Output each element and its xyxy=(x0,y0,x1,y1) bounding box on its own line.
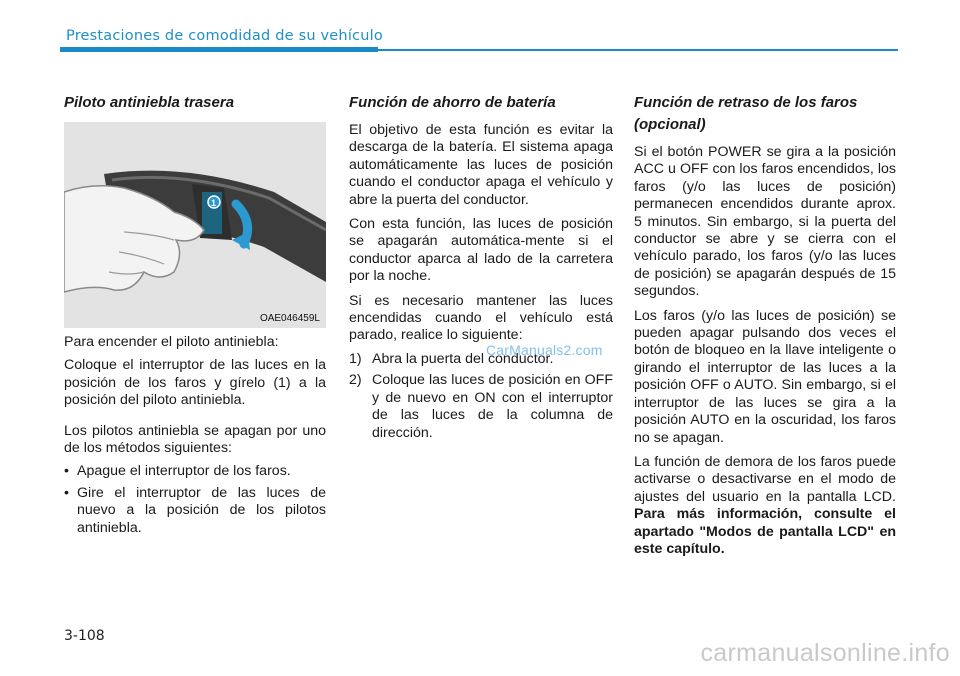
paragraph: Si el botón POWER se gira a la posición ACC u OFF con los faros encendidos, los faros (y/o las luces de posición) permanecen encendidos durante aprox. 5 minutos. Sin embargo, si la puerta del conductor se abre y se cierra con el vehículo parado, los faros (y/o las luces de posición) se apagarán después de 15 segundos. xyxy=(634,144,896,300)
footer-watermark: carmanualsonline.info xyxy=(700,639,950,667)
header-rule-thick xyxy=(60,47,378,52)
watermark-carmanuals: CarManuals2.com xyxy=(486,342,603,358)
paragraph: El objetivo de esta función es evitar la descarga de la batería. El sistema apaga automáticamente las luces de posición cuando el conductor apaga el vehículo y abre la puerta del conductor. xyxy=(349,122,613,208)
paragraph xyxy=(634,454,896,558)
list-item-text: Coloque las luces de posición en OFF y de nuevo en ON con el interruptor de las luces de la columna de dirección. xyxy=(372,372,613,441)
list-item xyxy=(64,485,326,537)
bullet-icon: • xyxy=(64,484,69,501)
paragraph: Coloque el interruptor de las luces en la posición de los faros y gírelo (1) a la posición del piloto antiniebla. xyxy=(64,357,326,409)
list-item-text: Gire el interruptor de las luces de nuevo a la posición de los pilotos antiniebla. xyxy=(77,484,326,536)
cross-reference: Para más información, consulte el apartado "Modos de pantalla LCD" en este capítulo. xyxy=(634,506,896,557)
list-number: 1) xyxy=(349,350,362,367)
bullet-icon: • xyxy=(64,463,69,480)
list-item xyxy=(349,372,613,442)
paragraph: Los pilotos antiniebla se apagan por uno de los métodos siguientes: xyxy=(64,422,326,457)
list-number: 2) xyxy=(349,372,362,389)
numbered-list xyxy=(349,351,613,442)
paragraph: Los faros (y/o las luces de posición) se pueden apagar pulsando dos veces el botón de bloqueo en la llave inteligente o girando el interruptor de las luces a la posición OFF o AUTO. Sin embargo, si el interruptor de las luces se gira a la posición AUTO en la oscuridad, los faros no se apagan. xyxy=(634,307,896,446)
list-item xyxy=(64,463,326,480)
light-switch-illustration xyxy=(64,122,326,328)
figure-light-switch xyxy=(64,122,326,328)
column-battery-saver xyxy=(349,92,613,446)
paragraph: Para encender el piloto antiniebla: xyxy=(64,334,279,350)
bullet-list xyxy=(64,463,326,537)
section-header-title: Prestaciones de comodidad de su vehículo xyxy=(66,28,383,44)
heading-battery-saver: Función de ahorro de batería xyxy=(349,94,556,111)
figure-code: OAE046459L xyxy=(259,313,320,324)
list-item-text: Abra la puerta del conductor. xyxy=(372,350,554,367)
page-number: 3-108 xyxy=(64,628,105,644)
paragraph: Con esta función, las luces de posición se apagarán automática-mente si el conductor aparca al lado de la carretera por la noche. xyxy=(349,216,613,285)
column-headlight-delay xyxy=(634,92,896,565)
heading-headlight-delay: Función de retraso de los faros (opcional) xyxy=(634,94,858,133)
paragraph-text: La función de demora de los faros puede activarse o desactivarse en el modo de ajustes del usuario en la pantalla LCD. xyxy=(634,453,896,505)
callout-marker: 1 xyxy=(211,198,217,208)
column-rear-fog-light xyxy=(64,92,326,541)
header-rule-thin xyxy=(378,49,898,51)
paragraph: Si es necesario mantener las luces encendidas cuando el vehículo está parado, realice lo siguiente: xyxy=(349,292,613,344)
list-item-text: Apague el interruptor de los faros. xyxy=(77,463,291,480)
heading-rear-fog-light: Piloto antiniebla trasera xyxy=(64,94,235,111)
